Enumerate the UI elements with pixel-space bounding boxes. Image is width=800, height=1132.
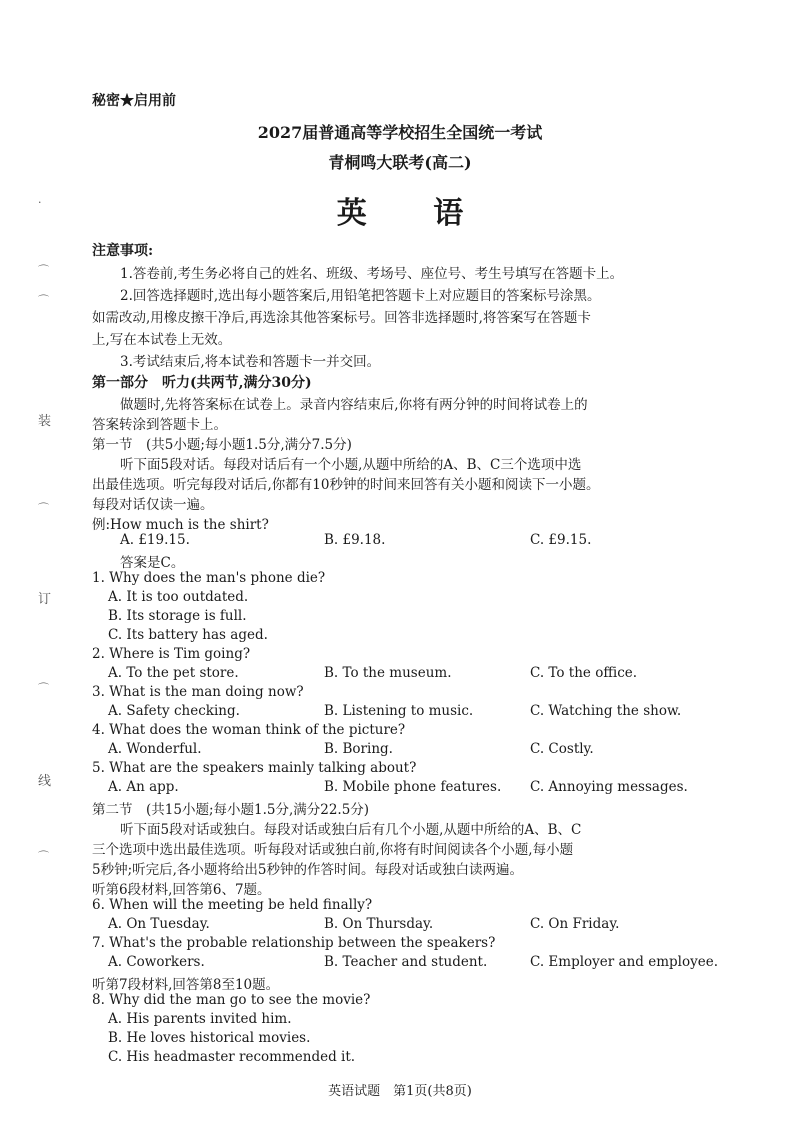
- notice-item: 3.考试结束后,将本试卷和答题卡一并交回。: [120, 354, 381, 370]
- question-8-option-b: B. He loves historical movies.: [108, 1030, 311, 1046]
- question-2: 2. Where is Tim going?: [92, 646, 251, 662]
- example-option-c: C. £9.15.: [530, 532, 592, 548]
- example-option-b: B. £9.18.: [324, 532, 386, 548]
- section1-heading: 第一节 (共5小题;每小题1.5分,满分7.5分): [92, 437, 352, 453]
- page-footer: 英语试题 第1页(共8页): [328, 1084, 472, 1099]
- section2-heading: 第二节 (共15小题;每小题1.5分,满分22.5分): [92, 802, 370, 818]
- binding-circle: ⌒: [38, 294, 49, 307]
- question-2-option-a: A. To the pet store.: [108, 665, 239, 681]
- question-6-option-c: C. On Friday.: [530, 916, 620, 932]
- question-5: 5. What are the speakers mainly talking about?: [92, 760, 417, 776]
- binding-mark-ding: 订: [38, 592, 52, 607]
- part1-intro: 答案转涂到答题卡上。: [92, 417, 227, 433]
- section2-instructions: 5秒钟;听完后,各小题将给出5秒钟的作答时间。每段对话或独白读两遍。: [92, 862, 524, 878]
- binding-circle: ⌒: [38, 850, 49, 863]
- question-8-option-a: A. His parents invited him.: [108, 1011, 292, 1027]
- question-7-option-a: A. Coworkers.: [108, 954, 205, 970]
- section1-instructions: 出最佳选项。听完每段对话后,你都有10秒钟的时间来回答有关小题和阅读下一小题。: [92, 477, 600, 493]
- question-4: 4. What does the woman think of the picture?: [92, 722, 406, 738]
- notice-item: 如需改动,用橡皮擦干净后,再选涂其他答案标号。回答非选择题时,将答案写在答题卡: [92, 310, 591, 326]
- part1-intro: 做题时,先将答案标在试卷上。录音内容结束后,你将有两分钟的时间将试卷上的: [120, 397, 588, 413]
- question-4-option-b: B. Boring.: [324, 741, 393, 757]
- question-1: 1. Why does the man's phone die?: [92, 570, 326, 586]
- question-3-option-c: C. Watching the show.: [530, 703, 682, 719]
- question-7-option-b: B. Teacher and student.: [324, 954, 488, 970]
- question-1-option-b: B. Its storage is full.: [108, 608, 247, 624]
- notice-item: 上,写在本试卷上无效。: [92, 332, 232, 348]
- question-1-option-c: C. Its battery has aged.: [108, 627, 268, 643]
- section2-instructions: 听下面5段对话或独白。每段对话或独白后有几个小题,从题中所给的A、B、C: [120, 822, 582, 838]
- question-6: 6. When will the meeting be held finally?: [92, 897, 373, 913]
- binding-mark-xian: 线: [38, 774, 52, 789]
- question-3-option-b: B. Listening to music.: [324, 703, 474, 719]
- question-8-option-c: C. His headmaster recommended it.: [108, 1049, 356, 1065]
- binding-circle: ⌒: [38, 682, 49, 695]
- binding-circle: ⌒: [38, 264, 49, 277]
- section1-instructions: 听下面5段对话。每段对话后有一个小题,从题中所给的A、B、C三个选项中选: [120, 457, 582, 473]
- notice-item: 1.答卷前,考生务必将自己的姓名、班级、考场号、座位号、考生号填写在答题卡上。: [120, 266, 624, 282]
- example-answer: 答案是C。: [120, 555, 185, 571]
- binding-circle: ⌒: [38, 502, 49, 515]
- question-7-option-c: C. Employer and employee.: [530, 954, 718, 970]
- question-5-option-a: A. An app.: [108, 779, 179, 795]
- question-5-option-b: B. Mobile phone features.: [324, 779, 502, 795]
- question-5-option-c: C. Annoying messages.: [530, 779, 688, 795]
- question-6-option-b: B. On Thursday.: [324, 916, 434, 932]
- example-option-a: A. £19.15.: [120, 532, 190, 548]
- question-6-option-a: A. On Tuesday.: [108, 916, 210, 932]
- question-7: 7. What's the probable relationship between the speakers?: [92, 935, 496, 951]
- example-question: 例:How much is the shirt?: [92, 517, 269, 533]
- question-8: 8. Why did the man go to see the movie?: [92, 992, 371, 1008]
- subject-title: 英 语: [336, 196, 492, 231]
- section2-instructions: 三个选项中选出最佳选项。听每段对话或独白前,你将有时间阅读各个小题,每小题: [92, 842, 574, 858]
- question-2-option-c: C. To the office.: [530, 665, 638, 681]
- exam-subtitle: 青桐鸣大联考(高二): [328, 153, 472, 172]
- material-7-label: 听第7段材料,回答第8至10题。: [92, 977, 280, 993]
- binding-dot: ·: [38, 196, 42, 209]
- question-2-option-b: B. To the museum.: [324, 665, 452, 681]
- question-3-option-a: A. Safety checking.: [108, 703, 240, 719]
- question-1-option-a: A. It is too outdated.: [108, 589, 249, 605]
- exam-title: 2027届普通高等学校招生全国统一考试: [257, 123, 543, 142]
- question-4-option-c: C. Costly.: [530, 741, 594, 757]
- question-4-option-a: A. Wonderful.: [108, 741, 202, 757]
- confidential-label: 秘密★启用前: [92, 93, 176, 109]
- section1-instructions: 每段对话仅读一遍。: [92, 497, 214, 513]
- notice-item: 2.回答选择题时,选出每小题答案后,用铅笔把答题卡上对应题目的答案标号涂黑。: [120, 288, 601, 304]
- material-6-label: 听第6段材料,回答第6、7题。: [92, 882, 271, 898]
- part1-heading: 第一部分 听力(共两节,满分30分): [92, 375, 312, 391]
- binding-mark-zhuang: 装: [38, 414, 52, 429]
- question-3: 3. What is the man doing now?: [92, 684, 304, 700]
- notice-heading: 注意事项:: [92, 243, 154, 259]
